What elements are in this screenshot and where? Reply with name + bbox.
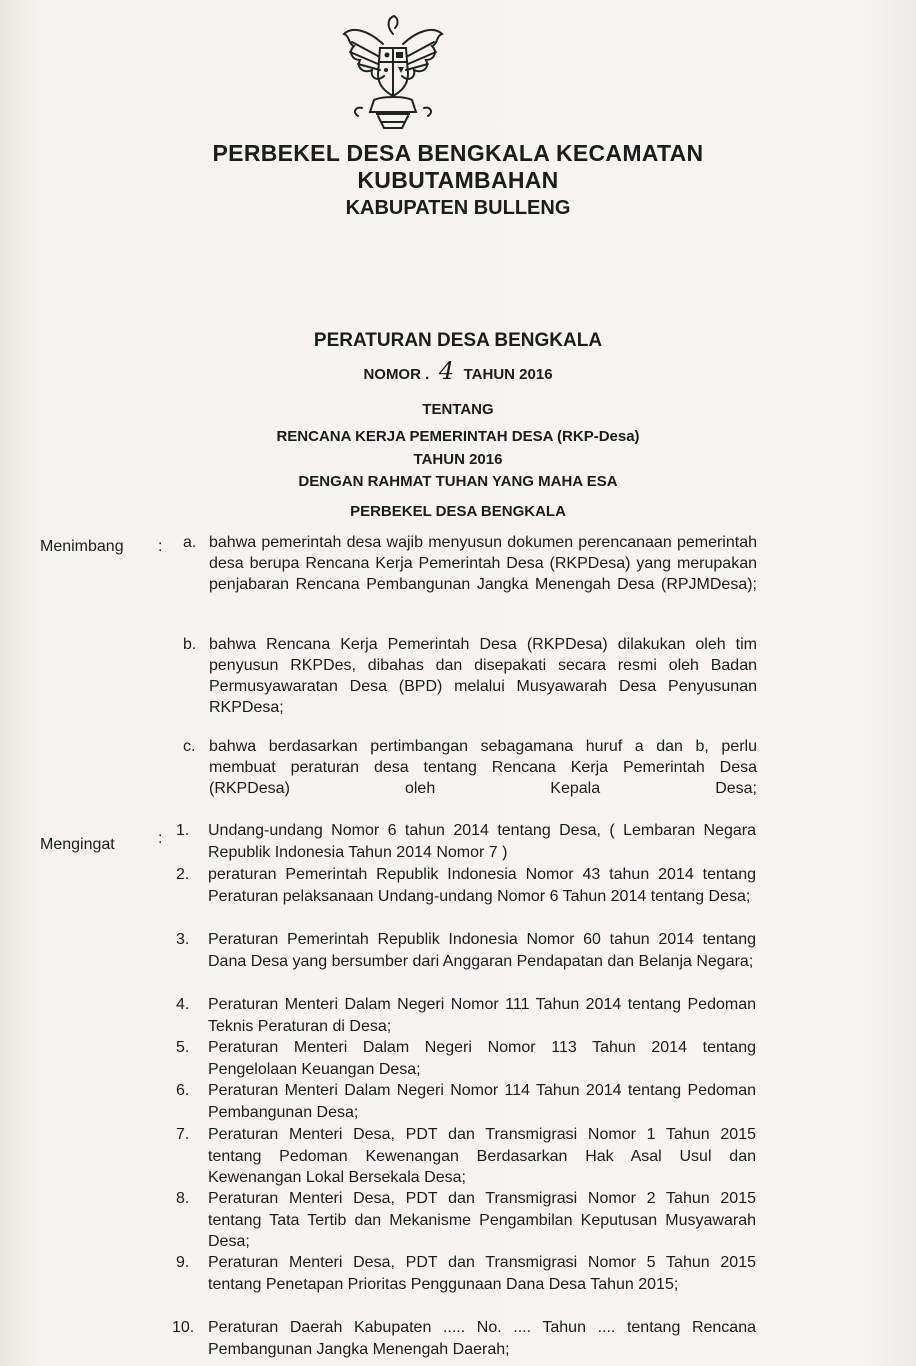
menimbang-label: Menimbang xyxy=(40,538,124,555)
about-line-2: TAHUN 2016 xyxy=(413,451,503,468)
item-text: peraturan Pemerintah Republik Indonesia Nomor 43 tahun 2014 tentang Peraturan pelaksanaan Undang-undang Nomor 6 Tahun 2014 tentang Desa; xyxy=(208,866,756,905)
item-marker: 5. xyxy=(176,1039,190,1056)
item-text: Peraturan Menteri Desa, PDT dan Transmigrasi Nomor 2 Tahun 2015 tentang Tata Tertib dan Mekanisme Pengambilan Keputusan Musyawarah Desa; xyxy=(208,1190,756,1250)
mengingat-colon: : xyxy=(158,830,163,847)
item-marker: c. xyxy=(183,738,196,755)
mengingat-item xyxy=(176,1252,756,1295)
item-marker: 1. xyxy=(176,822,190,839)
item-marker: 3. xyxy=(176,931,190,948)
item-marker: 9. xyxy=(176,1254,190,1271)
garuda-emblem-icon xyxy=(338,12,448,134)
item-text: Peraturan Daerah Kabupaten ..... No. .... Tahun .... tentang Rencana Pembangunan Jangka Menengah Daerah; xyxy=(208,1319,756,1358)
mengingat-item xyxy=(176,1124,756,1189)
about-line-3: DENGAN RAHMAT TUHAN YANG MAHA ESA xyxy=(298,473,618,490)
item-text: Peraturan Menteri Dalam Negeri Nomor 111 Tahun 2014 tentang Pedoman Teknis Peraturan di Desa; xyxy=(208,996,756,1035)
item-text: Peraturan Menteri Desa, PDT dan Transmigrasi Nomor 5 Tahun 2015 tentang Penetapan Prioritas Penggunaan Dana Desa Tahun 2015; xyxy=(208,1254,756,1293)
item-marker: 7. xyxy=(176,1126,190,1143)
header-line-1: PERBEKEL DESA BENGKALA KECAMATAN xyxy=(212,140,704,166)
item-text: Peraturan Menteri Dalam Negeri Nomor 114 Tahun 2014 tentang Pedoman Pembangunan Desa; xyxy=(208,1082,756,1121)
tentang-heading: TENTANG xyxy=(422,401,494,418)
item-marker: 10. xyxy=(172,1319,195,1336)
item-text: bahwa Rencana Kerja Pemerintah Desa (RKPDesa) dilakukan oleh tim penyusun RKPDes, dibahas dan disepakati secara resmi oleh Badan Permusyawaratan Desa (BPD) melalui Musyawarah Desa Penyusunan RKPDesa; xyxy=(209,636,757,716)
about-line-1: RENCANA KERJA PEMERINTAH DESA (RKP-Desa) xyxy=(276,428,640,445)
item-marker: 6. xyxy=(176,1082,190,1099)
item-text: bahwa pemerintah desa wajib menyusun dokumen perencanaan pemerintah desa berupa Rencana Kerja Pemerintah Desa (RKPDesa) yang merupakan penjabaran Rencana Pembangunan Jangka Menengah Desa (RPJMDesa); xyxy=(209,534,757,593)
item-text: Peraturan Menteri Dalam Negeri Nomor 113 Tahun 2014 tentang Pengelolaan Keuangan Desa; xyxy=(208,1039,756,1078)
regulation-title: PERATURAN DESA BENGKALA xyxy=(313,330,603,351)
mengingat-item xyxy=(176,929,756,972)
menimbang-item xyxy=(183,634,757,739)
header-line-3: KABUPATEN BULLENG xyxy=(345,197,571,219)
item-marker: 4. xyxy=(176,996,190,1013)
mengingat-item xyxy=(176,1188,756,1253)
header-line-2: KUBUTAMBAHAN xyxy=(357,167,559,193)
regulation-number xyxy=(0,357,916,385)
menimbang-item xyxy=(183,736,757,820)
mengingat-label: Mengingat xyxy=(40,836,115,853)
mengingat-item xyxy=(176,994,756,1037)
item-text: bahwa berdasarkan pertimbangan sebagamana huruf a dan b, perlu membuat peraturan desa tentang Rencana Kerja Pemerintah Desa (RKPDesa) oleh Kepala Desa; xyxy=(209,738,757,797)
document-header xyxy=(0,140,916,222)
item-text: Undang-undang Nomor 6 tahun 2014 tentang Desa, ( Lembaran Negara Republik Indonesia Tahun 2014 Nomor 7 ) xyxy=(208,822,756,861)
menimbang-item xyxy=(183,532,757,616)
item-marker: a. xyxy=(183,534,197,551)
item-marker: b. xyxy=(183,636,197,653)
mengingat-item xyxy=(176,864,756,907)
nomor-label: NOMOR . xyxy=(363,366,430,383)
item-text: Peraturan Menteri Desa, PDT dan Transmigrasi Nomor 1 Tahun 2015 tentang Pedoman Kewenangan Berdasarkan Hak Asal Usul dan Kewenangan Lokal Bersekala Desa; xyxy=(208,1126,756,1186)
menimbang-colon: : xyxy=(158,538,163,555)
issuer-heading: PERBEKEL DESA BENGKALA xyxy=(350,503,566,520)
mengingat-item xyxy=(176,820,756,863)
item-marker: 8. xyxy=(176,1190,190,1207)
mengingat-item xyxy=(172,1317,756,1360)
mengingat-item xyxy=(176,1080,756,1123)
item-text: Peraturan Pemerintah Republik Indonesia Nomor 60 tahun 2014 tentang Dana Desa yang bersumber dari Anggaran Pendapatan dan Belanja Negara; xyxy=(208,931,756,970)
tahun-label: TAHUN 2016 xyxy=(463,366,553,383)
mengingat-item xyxy=(176,1037,756,1080)
item-marker: 2. xyxy=(176,866,190,883)
nomor-value: 4 xyxy=(438,357,455,385)
